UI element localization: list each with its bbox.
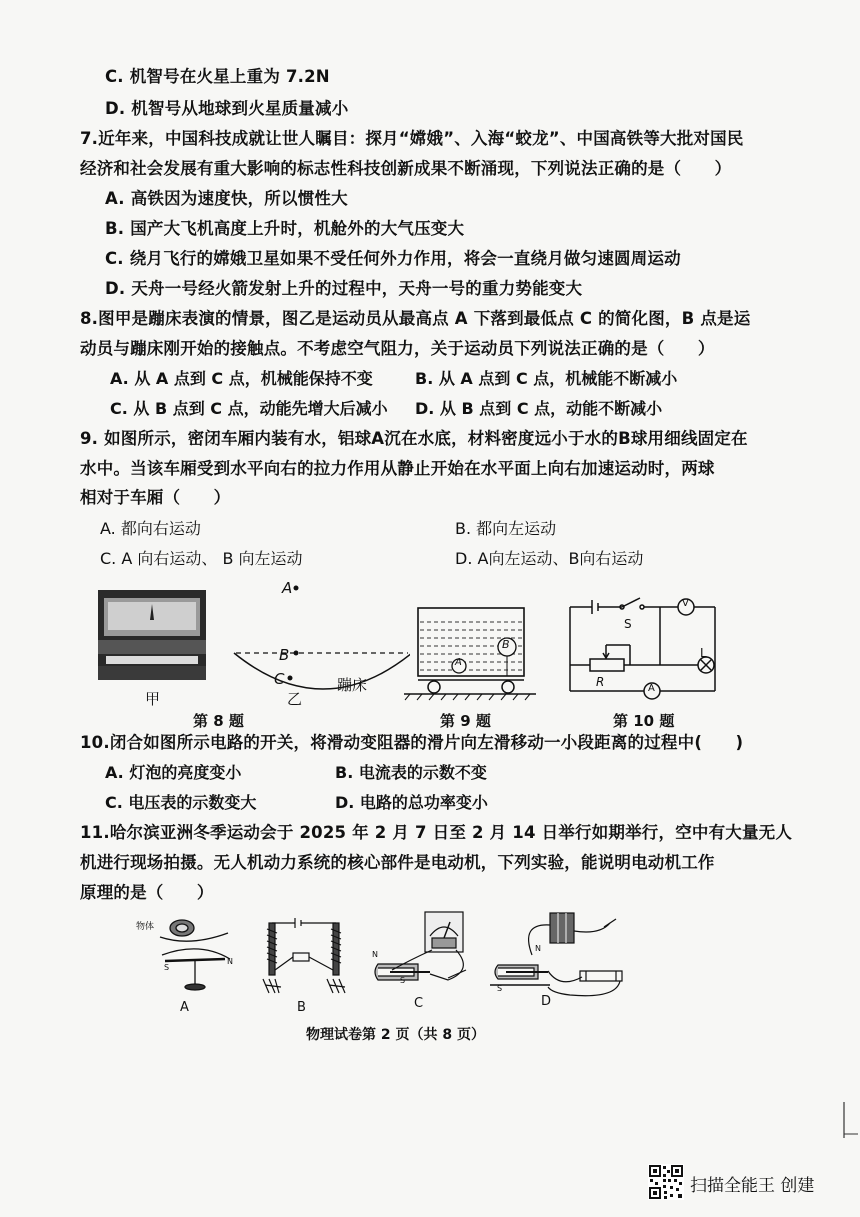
fig9-ball-a: A xyxy=(455,657,462,668)
fig10-lamp-label: L xyxy=(700,646,707,660)
fig8-point-c: C xyxy=(274,670,285,688)
fig8-trampoline-label: 蹦床 xyxy=(337,676,368,694)
q11-figure-c xyxy=(370,908,485,1003)
q11-figure-a-n-label: N xyxy=(227,957,233,966)
fig8-point-a: A xyxy=(282,579,293,597)
q8-stem-line1: 8.图甲是蹦床表演的情景，图乙是运动员从最高点 A 下落到最低点 C 的简化图，B 点是运 xyxy=(80,309,751,328)
q11-label-a: A xyxy=(180,1000,189,1015)
q11-figure-a-object-label: 物体 xyxy=(136,922,155,932)
q10-option-c: C. 电压表的示数变大 xyxy=(105,793,257,812)
crop-mark xyxy=(832,1100,860,1145)
q6-option-c: C. 机智号在火星上重为 7.2N xyxy=(105,67,330,86)
fig9-ball-b: B xyxy=(502,638,510,651)
q9-stem-line2: 水中。当该车厢受到水平向右的拉力作用从静止开始在水平面上向右加速运动时，两球 xyxy=(80,459,715,478)
q11-label-b: B xyxy=(297,1000,306,1015)
qr-code-icon xyxy=(648,1164,684,1200)
fig8-photo xyxy=(98,590,206,690)
q7-stem-line1: 7.近年来，中国科技成就让世人瞩目：探月“嫦娥”、入海“蛟龙”、中国高铁等大批对国民 xyxy=(80,129,744,148)
q11-figure-a xyxy=(140,915,240,1000)
q11-stem-line2: 机进行现场拍摄。无人机动力系统的核心部件是电动机，下列实验，能说明电动机工作 xyxy=(80,853,715,872)
q9-option-d: D. A向左运动、B向右运动 xyxy=(455,549,644,568)
q8-option-d: D. 从 B 点到 C 点，动能不断减小 xyxy=(415,399,663,418)
q8-option-b: B. 从 A 点到 C 点，机械能不断减小 xyxy=(415,369,678,388)
q7-option-a: A. 高铁因为速度快，所以惯性大 xyxy=(105,189,348,208)
fig8-caption: 第 8 题 xyxy=(193,712,244,730)
q11-figure-c-n-label: N xyxy=(372,950,378,959)
q7-option-c: C. 绕月飞行的嫦娥卫星如果不受任何外力作用，将会一直绕月做匀速圆周运动 xyxy=(105,249,681,268)
q11-stem-line3: 原理的是（ ） xyxy=(80,883,214,902)
fig10-switch-label: S xyxy=(624,617,632,631)
fig10-ammeter-label: A xyxy=(648,683,655,694)
fig10-rheostat-label: R xyxy=(596,675,605,689)
fig9-diagram xyxy=(400,600,540,705)
q11-figure-d xyxy=(490,905,635,1005)
fig8-point-b: B xyxy=(279,646,290,664)
q7-stem-line2: 经济和社会发展有重大影响的标志性科技创新成果不断涌现，下列说法正确的是（ ） xyxy=(80,159,732,178)
q6-option-d: D. 机智号从地球到火星质量减小 xyxy=(105,99,349,118)
fig10-caption: 第 10 题 xyxy=(613,712,675,730)
q10-option-a: A. 灯泡的亮度变小 xyxy=(105,763,242,782)
q11-label-c: C xyxy=(414,996,424,1011)
q11-figure-c-s-label: S xyxy=(400,976,406,985)
q8-option-c: C. 从 B 点到 C 点，动能先增大后减小 xyxy=(110,399,388,418)
fig8-diagram xyxy=(230,575,410,705)
q11-figure-a-s-label: S xyxy=(164,963,170,972)
q9-stem-line1: 9. 如图所示，密闭车厢内装有水，铝球A沉在水底，材料密度远小于水的B球用细线固定在 xyxy=(80,429,748,448)
fig8-yi-label: 乙 xyxy=(287,690,303,708)
q11-figure-d-n-label: N xyxy=(535,944,541,953)
fig8-jia-label: 甲 xyxy=(145,690,161,708)
q8-stem-line2: 动员与蹦床刚开始的接触点。不考虑空气阻力，关于运动员下列说法正确的是（ ） xyxy=(80,339,715,358)
q9-stem-line3: 相对于车厢（ ） xyxy=(80,488,231,507)
q11-label-d: D xyxy=(541,994,552,1009)
fig9-caption: 第 9 题 xyxy=(440,712,491,730)
q9-option-a: A. 都向右运动 xyxy=(100,519,201,538)
q7-option-d: D. 天舟一号经火箭发射上升的过程中，天舟一号的重力势能变大 xyxy=(105,279,583,298)
scanner-watermark: 扫描全能王 创建 xyxy=(690,1176,815,1196)
q10-option-d: D. 电路的总功率变小 xyxy=(335,793,488,812)
q11-figure-b xyxy=(255,915,355,1000)
q8-option-a: A. 从 A 点到 C 点，机械能保持不变 xyxy=(110,369,373,388)
q9-option-c: C. A 向右运动、 B 向左运动 xyxy=(100,549,303,568)
fig10-voltmeter-label: V xyxy=(682,598,689,609)
q7-option-b: B. 国产大飞机高度上升时，机舱外的大气压变大 xyxy=(105,219,465,238)
q11-stem-line1: 11.哈尔滨亚洲冬季运动会于 2025 年 2 月 7 日至 2 月 14 日举行如期举行，空中有大量无人 xyxy=(80,823,793,842)
q9-option-b: B. 都向左运动 xyxy=(455,519,557,538)
q10-option-b: B. 电流表的示数不变 xyxy=(335,763,487,782)
page-footer: 物理试卷第 2 页（共 8 页） xyxy=(306,1027,485,1043)
q10-stem-line1: 10.闭合如图所示电路的开关，将滑动变阻器的滑片向左滑移动一小段距离的过程中( ) xyxy=(80,733,744,752)
q11-figure-d-s-label: S xyxy=(497,984,503,993)
